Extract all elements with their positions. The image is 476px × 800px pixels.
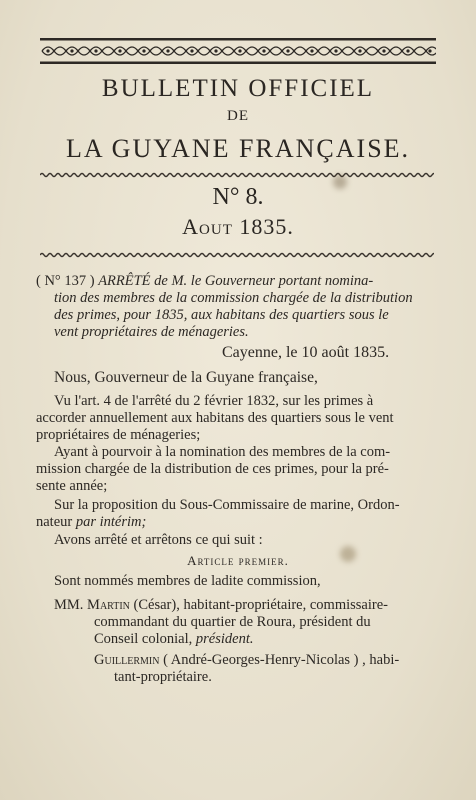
sont-line: Sont nommés membres de ladite commission,	[54, 573, 321, 589]
arrete-heading-line3: des primes, pour 1835, aux habitans des quartiers sous le	[54, 307, 389, 323]
issue-date: Aout 1835.	[182, 214, 294, 239]
guillermin-detail: ( André-Georges-Henry-Nicolas ) , habi-	[163, 652, 400, 668]
mm-line2: commandant du quartier de Roura, président du	[94, 614, 371, 630]
issue-number: N° 8.	[212, 184, 264, 210]
arrete-heading-line2: tion des membres de la commission chargée de la distribution	[54, 290, 413, 306]
mm-prefix: MM.	[54, 597, 84, 613]
stain-mark	[333, 175, 347, 189]
martin-detail: (César), habitant-propriétaire, commissaire-	[133, 597, 388, 613]
arrete-heading-line1	[36, 273, 373, 289]
sur-line2-italic: par intérim;	[75, 514, 147, 530]
ayant-line2: mission chargée de la distribution de ces primes, pour la pré-	[36, 461, 389, 477]
arrete-number: ( N° 137 )	[36, 273, 95, 289]
guillermin-name: Guillermin	[94, 652, 160, 668]
vu-line2: accorder annuellement aux habitans des quartiers sous le vent	[36, 410, 394, 426]
stain-mark	[340, 546, 356, 562]
article-heading: Article premier.	[187, 553, 289, 568]
nous-line: Nous, Gouverneur de la Guyane française,	[54, 369, 318, 386]
bulletin-title: BULLETIN OFFICIEL	[101, 75, 375, 102]
colony-title: LA GUYANE FRANÇAISE.	[65, 134, 411, 163]
sur-line2-roman: nateur	[36, 514, 73, 530]
guillermin-line2: tant-propriétaire.	[114, 669, 212, 685]
martin-name: Martin	[87, 597, 130, 613]
vu-line1: Vu l'art. 4 de l'arrêté du 2 février 1832, sur les primes à	[54, 393, 374, 409]
title-connector: DE	[227, 108, 249, 124]
mm-line1	[54, 597, 388, 613]
mm-line3	[94, 631, 253, 647]
ayant-line3: sente année;	[36, 478, 108, 494]
ornament-band	[40, 38, 436, 64]
avons-line: Avons arrêté et arrêtons ce qui suit :	[54, 532, 263, 548]
mm-line3-italic: président.	[195, 631, 254, 647]
ayant-line1: Ayant à pourvoir à la nomination des membres de la com-	[54, 444, 391, 460]
wavy-rule-top	[40, 172, 434, 178]
wavy-rule-bottom	[40, 252, 434, 258]
vu-line3: propriétaires de ménageries;	[36, 427, 201, 443]
sur-line2	[36, 514, 146, 530]
sur-line1: Sur la proposition du Sous-Commissaire de marine, Ordon-	[54, 497, 400, 513]
mm-line3-roman: Conseil colonial,	[94, 631, 193, 647]
place-date: Cayenne, le 10 août 1835.	[222, 344, 390, 361]
arrete-heading-line4: vent propriétaires de ménageries.	[54, 324, 249, 340]
guillermin-line1	[94, 652, 399, 668]
arrete-heading-text: ARRÊTÉ de M. le Gouverneur portant nomina-	[98, 273, 374, 289]
